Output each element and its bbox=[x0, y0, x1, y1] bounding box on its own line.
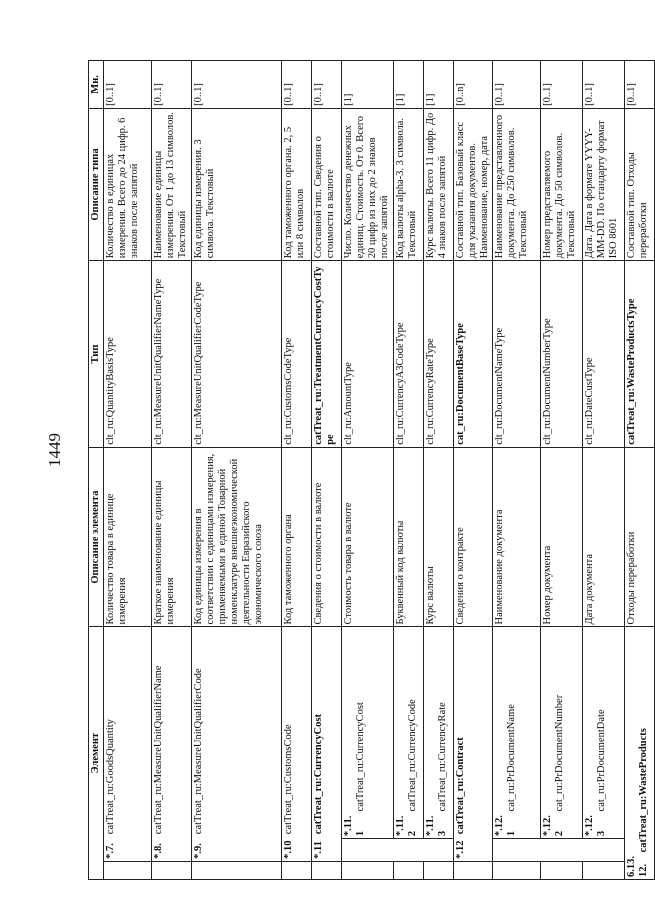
type-description-cell: Число. Количество денежных единиц. Стоимость. От 0. Всего 20 цифр из них до 2 знаков после запятой bbox=[342, 108, 394, 260]
element-name: catTreat_ru:CustomsCode bbox=[283, 724, 294, 835]
element-description-cell: Отходы переработки bbox=[625, 447, 655, 627]
element-number: *.10 bbox=[283, 840, 294, 859]
cardinality-cell: [0..1] bbox=[493, 61, 541, 109]
element-number: *.7. bbox=[105, 843, 116, 859]
header-cardinality: Мн. bbox=[89, 61, 104, 109]
indent-cell bbox=[424, 839, 454, 862]
table-row bbox=[394, 61, 424, 880]
cardinality-cell: [0..1] bbox=[583, 61, 625, 109]
element-cell bbox=[493, 627, 541, 839]
indent-cell bbox=[493, 839, 541, 862]
type-description-cell: Составной тип. Базовый класс для указания документов. Наименование, номер, дата bbox=[454, 108, 493, 260]
cardinality-cell: [0..1] bbox=[152, 61, 192, 109]
type-description-cell: Наименование представленного документа. До 250 символов. Текстовый bbox=[493, 108, 541, 260]
table-row bbox=[312, 61, 342, 880]
table-row bbox=[454, 61, 493, 880]
element-cell bbox=[282, 627, 312, 861]
element-number: *.12 bbox=[455, 840, 466, 859]
type-cell: catTreat_ru:WasteProductsType bbox=[625, 261, 655, 448]
header-element-description: Описание элемента bbox=[89, 447, 104, 627]
type-description-cell: Составной тип. Сведения о стоимости в валюте bbox=[312, 108, 342, 260]
cardinality-cell: [1] bbox=[342, 61, 394, 109]
type-cell: clt_ru:CustomsCodeType bbox=[282, 261, 312, 448]
element-number: *.11 bbox=[313, 841, 324, 859]
indent-cell bbox=[583, 861, 625, 879]
type-cell: clt_ru:MeasureUnitQualifierNameType bbox=[152, 261, 192, 448]
element-name: catTreat_ru:WasteProducts bbox=[638, 728, 649, 853]
element-number: *.11.1 bbox=[343, 815, 366, 837]
element-number: *.12.3 bbox=[584, 815, 607, 837]
table-row bbox=[282, 61, 312, 880]
element-description-cell: Стоимость товара в валюте bbox=[342, 447, 394, 627]
indent-cell bbox=[541, 861, 583, 879]
cardinality-cell: [0..1] bbox=[625, 61, 655, 109]
element-cell bbox=[583, 627, 625, 839]
table-row bbox=[424, 61, 454, 880]
table-row bbox=[625, 61, 655, 880]
type-cell: clt_ru:AmountType bbox=[342, 261, 394, 448]
element-cell bbox=[424, 627, 454, 839]
cardinality-cell: [1] bbox=[424, 61, 454, 109]
element-description-cell: Сведения о стоимости в валюте bbox=[312, 447, 342, 627]
table-row bbox=[583, 61, 625, 880]
element-name: cat_ru:PrDocumentName bbox=[506, 704, 517, 812]
element-name: cat_ru:PrDocumentDate bbox=[596, 709, 607, 812]
header-type-description: Описание типа bbox=[89, 108, 104, 260]
element-description-cell: Количество товара в единице измерения bbox=[104, 447, 152, 627]
indent-cell bbox=[192, 861, 282, 879]
element-name: catTreat_ru:MeasureUnitQualifierName bbox=[153, 665, 164, 835]
type-cell: catTreat_ru:TreatmentCurrencyCostType bbox=[312, 261, 342, 448]
indent-cell bbox=[541, 839, 583, 862]
element-name: catTreat_ru:MeasureUnitQualifierCode bbox=[193, 668, 204, 835]
element-description-cell: Буквенный код валюты bbox=[394, 447, 424, 627]
page-number: 1449 bbox=[45, 433, 64, 467]
indent-cell bbox=[342, 839, 394, 862]
element-name: catTreat_ru:CurrencyCost bbox=[355, 702, 366, 812]
table-row bbox=[104, 61, 152, 880]
indent-cell bbox=[104, 861, 152, 879]
cardinality-cell: [0..1] bbox=[282, 61, 312, 109]
element-cell bbox=[312, 627, 342, 861]
type-description-cell: Код валюты alpha-3. 3 символа. Текстовый bbox=[394, 108, 424, 260]
element-name: catTreat_ru:GoodsQuantity bbox=[105, 719, 116, 835]
element-number: *.11.2 bbox=[395, 815, 418, 837]
table-row bbox=[342, 61, 394, 880]
header-type: Тип bbox=[89, 261, 104, 448]
element-name: catTreat_ru:CurrencyRate bbox=[437, 702, 448, 812]
type-description-cell: Код таможенного органа. 2, 5 или 8 символов bbox=[282, 108, 312, 260]
indent-cell bbox=[424, 861, 454, 879]
element-name: catTreat_ru:Contract bbox=[455, 737, 466, 835]
type-description-cell: Код единицы измерения. 3 символа. Текстовый bbox=[192, 108, 282, 260]
element-number: 6.13.12. bbox=[626, 856, 649, 877]
element-description-cell: Курс валюты bbox=[424, 447, 454, 627]
table-row bbox=[493, 61, 541, 880]
type-cell: clt_ru:QuantityBasisType bbox=[104, 261, 152, 448]
cardinality-cell: [0..n] bbox=[454, 61, 493, 109]
indent-cell bbox=[394, 861, 424, 879]
element-cell bbox=[394, 627, 424, 839]
element-cell bbox=[342, 627, 394, 839]
type-description-cell: Наименование единицы измерения. От 1 до 13 символов. Текстовый bbox=[152, 108, 192, 260]
type-cell: clt_ru:CurrencyA3CodeType bbox=[394, 261, 424, 448]
element-number: *.9. bbox=[193, 843, 204, 859]
element-description-cell: Код таможенного органа bbox=[282, 447, 312, 627]
header-element: Элемент bbox=[89, 627, 104, 880]
type-cell: clt_ru:DateCustType bbox=[583, 261, 625, 448]
type-description-cell: Количество в единицах измерения. Всего до 24 цифр. 6 знаков после запятой bbox=[104, 108, 152, 260]
element-cell bbox=[192, 627, 282, 861]
element-description-cell: Код единицы измерения в соответствии с единицами измерения, применяемыми в единой Товарной номенклатуре внешнеэкономической деятельности Евразийского экономического союза bbox=[192, 447, 282, 627]
cardinality-cell: [1] bbox=[394, 61, 424, 109]
element-name: catTreat_ru:CurrencyCost bbox=[313, 714, 324, 835]
type-cell: cat_ru:DocumentBaseType bbox=[454, 261, 493, 448]
indent-cell bbox=[152, 861, 192, 879]
type-cell: clt_ru:DocumentNumberType bbox=[541, 261, 583, 448]
element-cell bbox=[625, 627, 655, 880]
rotated-table-wrapper bbox=[88, 60, 655, 880]
element-cell bbox=[454, 627, 493, 861]
indent-cell bbox=[493, 861, 541, 879]
element-description-cell: Сведения о контракте bbox=[454, 447, 493, 627]
type-description-cell: Курс валюты. Всего 11 цифр. До 4 знаков после запятой bbox=[424, 108, 454, 260]
element-description-cell: Краткое наименование единицы измерения bbox=[152, 447, 192, 627]
cardinality-cell: [0..1] bbox=[541, 61, 583, 109]
type-cell: clt_ru:DocumentNameType bbox=[493, 261, 541, 448]
element-number: *.11.3 bbox=[425, 815, 448, 837]
indent-cell bbox=[454, 861, 493, 879]
cardinality-cell: [0..1] bbox=[192, 61, 282, 109]
element-name: cat_ru:PrDocumentNumber bbox=[554, 694, 565, 812]
type-cell: clt_ru:CurrencyRateType bbox=[424, 261, 454, 448]
element-cell bbox=[152, 627, 192, 861]
table-header-row bbox=[89, 61, 104, 880]
element-description-cell: Номер документа bbox=[541, 447, 583, 627]
element-number: *.12.2 bbox=[542, 815, 565, 837]
element-table bbox=[88, 60, 655, 880]
table-body bbox=[104, 61, 655, 880]
indent-cell bbox=[583, 839, 625, 862]
element-description-cell: Дата документа bbox=[583, 447, 625, 627]
type-cell: clt_ru:MeasureUnitQualifierCodeType bbox=[192, 261, 282, 448]
indent-cell bbox=[312, 861, 342, 879]
cardinality-cell: [0..1] bbox=[104, 61, 152, 109]
element-cell bbox=[541, 627, 583, 839]
cardinality-cell: [0..1] bbox=[312, 61, 342, 109]
element-description-cell: Наименование документа bbox=[493, 447, 541, 627]
indent-cell bbox=[342, 861, 394, 879]
table-row bbox=[152, 61, 192, 880]
type-description-cell: Составной тип. Отходы переработки bbox=[625, 108, 655, 260]
element-number: *.8. bbox=[153, 843, 164, 859]
element-cell bbox=[104, 627, 152, 861]
table-row bbox=[541, 61, 583, 880]
element-number: *.12.1 bbox=[494, 815, 517, 837]
element-name: catTreat_ru:CurrencyCode bbox=[407, 699, 418, 812]
indent-cell bbox=[394, 839, 424, 862]
indent-cell bbox=[282, 861, 312, 879]
type-description-cell: Дата. Дата в формате YYYY-MM-DD. По стандарту формат ISO 8601 bbox=[583, 108, 625, 260]
table-row bbox=[192, 61, 282, 880]
type-description-cell: Номер представляемого документа. До 50 символов. Текстовый bbox=[541, 108, 583, 260]
